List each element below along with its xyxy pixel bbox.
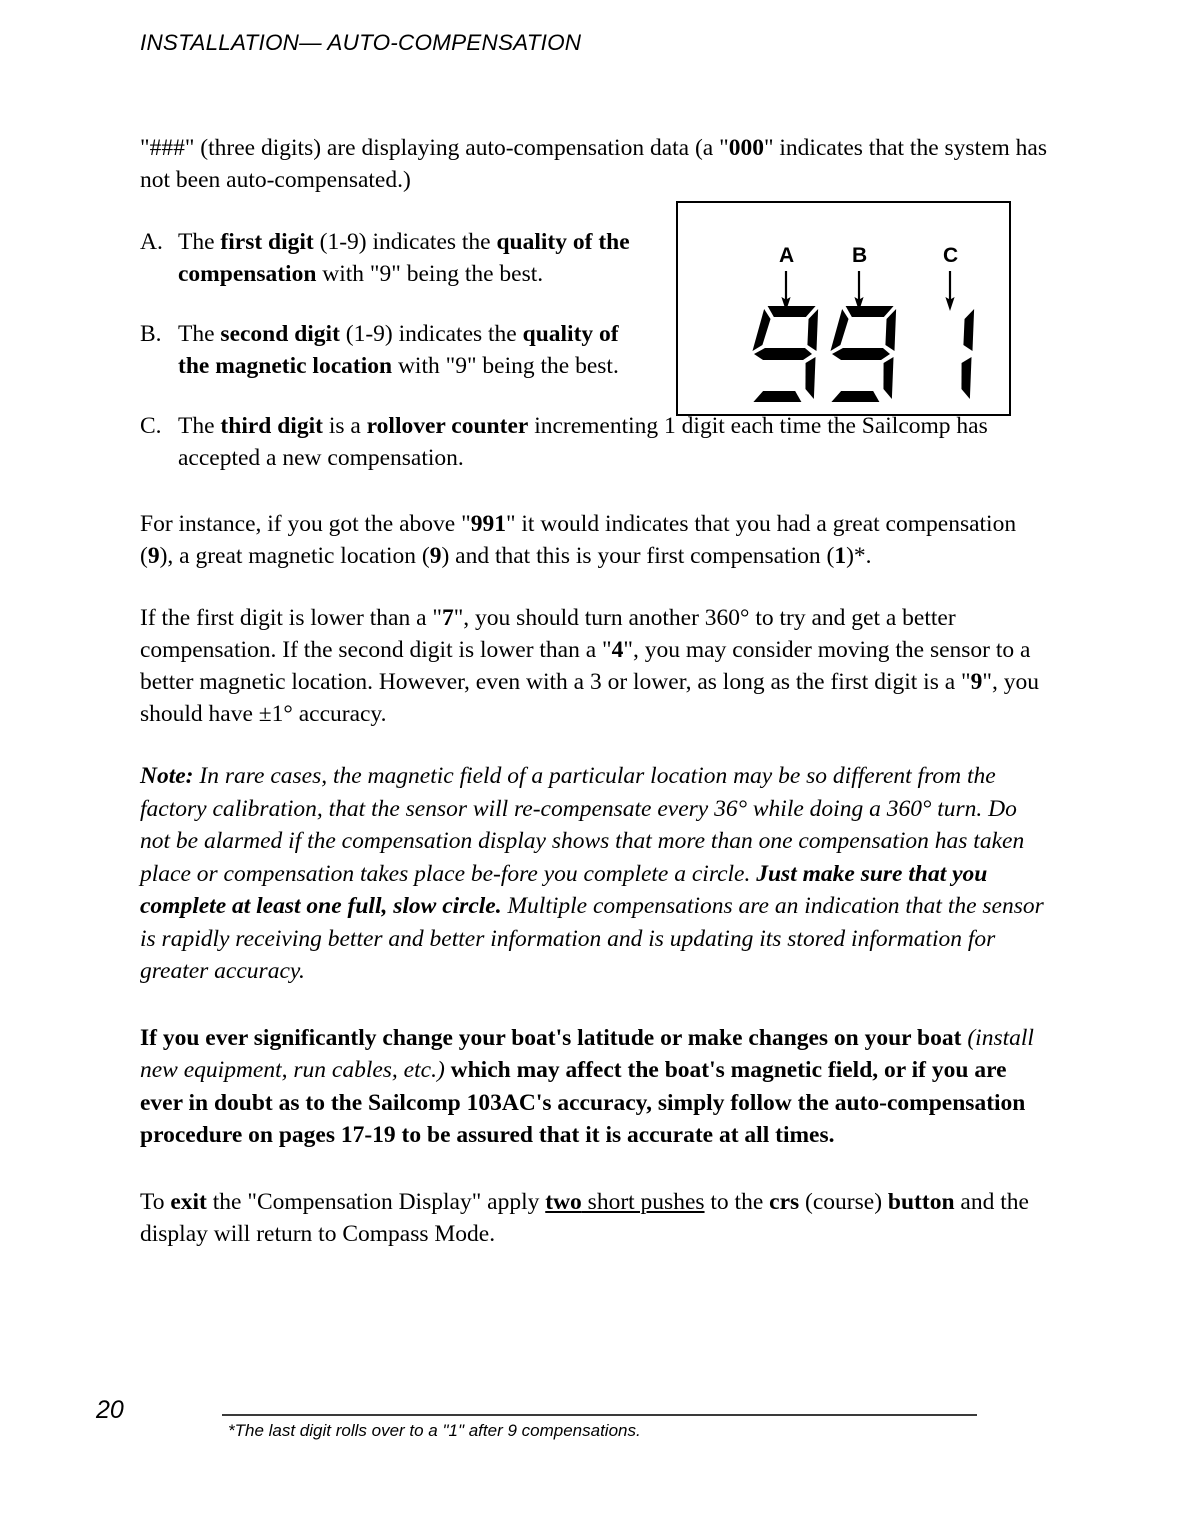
list-item-b	[140, 318, 640, 382]
spacer	[140, 196, 1050, 226]
exit-t2: the "Compensation Display" apply	[206, 1188, 546, 1215]
main-text-column	[140, 132, 1050, 1250]
list-b-t2: (1-9) indicates the	[339, 321, 523, 347]
list-b-t3: with "9" being the best.	[392, 353, 619, 379]
spacer	[140, 572, 1050, 602]
list-marker-b: B.	[140, 321, 162, 347]
figure-label-a: A	[779, 244, 795, 267]
list-b-t1: The	[178, 321, 221, 347]
list-b-b2: quality of the magnetic location	[178, 321, 619, 379]
instance-t2: " it would indicates that you had a great compensation (	[140, 511, 1017, 569]
warning-b1: If you ever significantly change your boat's latitude or make changes on your boat	[140, 1024, 968, 1051]
figure-label-c: C	[943, 244, 959, 267]
spacer	[140, 474, 1050, 508]
digit-rules-paragraph	[140, 602, 1050, 730]
exit-underline-short-pushes: short pushes	[581, 1188, 705, 1215]
list-a-t1: The	[178, 229, 221, 255]
rules-t3: ", you may consider moving the sensor to a better magnetic location. However, even with a 3 or lower, as long as the first digit is a "	[140, 637, 1031, 695]
list-a-b1: first digit	[220, 229, 314, 255]
rules-t4: ", you should have ±1° accuracy.	[140, 669, 1039, 727]
instance-t4: ) and that this is your first compensation (	[441, 543, 835, 569]
spacer	[140, 1152, 1050, 1186]
warning-paragraph	[140, 1022, 1050, 1152]
spacer	[140, 988, 1050, 1022]
instance-b3: 9	[429, 543, 442, 569]
list-text-a	[178, 226, 640, 290]
list-text-c	[178, 410, 1050, 474]
list-item-a	[140, 226, 640, 290]
list-text-b	[178, 318, 640, 382]
list-c-b1: third digit	[220, 413, 323, 439]
note-b1: Just make sure that you complete at least one full, slow circle.	[140, 860, 988, 919]
list-marker-c: C.	[140, 413, 162, 439]
rules-t1: If the first digit is lower than a "	[140, 605, 442, 631]
note-paragraph	[140, 760, 1050, 988]
list-c-t1: The	[178, 413, 221, 439]
exit-t5: and the display will return to Compass Mode.	[140, 1188, 1029, 1247]
instance-t1: For instance, if you got the above "	[140, 511, 471, 537]
exit-b3-button: button	[887, 1188, 955, 1215]
note-label: Note:	[140, 763, 194, 789]
list-c-t2: is a	[322, 413, 367, 439]
exit-bold-underline-two: two	[545, 1188, 582, 1215]
running-head: INSTALLATION— AUTO-COMPENSATION	[140, 30, 582, 55]
exit-b2-crs: crs	[769, 1188, 800, 1215]
intro-paragraph	[140, 132, 1050, 196]
exit-t3: to the	[704, 1188, 770, 1215]
rules-b3: 9	[970, 669, 983, 695]
page-number: 20	[96, 1396, 124, 1424]
list-marker-a: A.	[140, 229, 163, 255]
exit-paragraph	[140, 1186, 1050, 1250]
list-c-t3: incrementing 1 digit each time the Sailcomp has accepted a new compensation.	[178, 413, 988, 471]
instance-paragraph	[140, 508, 1050, 572]
spacer	[140, 290, 1050, 318]
exit-b1: exit	[170, 1188, 207, 1215]
intro-bold-000: 000	[728, 135, 764, 161]
instance-t3: ), a great magnetic location (	[159, 543, 430, 569]
note-t2: Multiple compensations are an indication that the sensor is rapidly receiving better and better information and is updating its stored information for greater accuracy.	[140, 893, 1044, 984]
footnote-text: *The last digit rolls over to a "1" after 9 compensations.	[228, 1421, 641, 1440]
spacer	[140, 730, 1050, 760]
spacer	[140, 382, 1050, 410]
list-a-t3: with "9" being the best.	[316, 261, 544, 287]
intro-text-1: "###" (three digits) are displaying auto-compensation data (a "	[140, 135, 729, 161]
exit-t1: To	[140, 1188, 171, 1215]
instance-t5: )*.	[846, 543, 872, 569]
list-b-b1: second digit	[220, 321, 340, 347]
note-t1: In rare cases, the magnetic field of a particular location may be so different from the factory calibration, that the sensor will re-compensate every 36° while doing a 360° turn. Do not be alarmed if the compensation display shows that more than one compensation has taken place or compensation takes place be-fore you complete a circle.	[140, 763, 1025, 887]
warning-b2: which may affect the boat's magnetic field, or if you are ever in doubt as to the Sailcomp 103AC's accuracy, simply follow the auto-compensation procedure on pages 17-19 to be assured that it is accurate at all times.	[140, 1057, 1026, 1148]
list-a-t2: (1-9) indicates the	[313, 229, 497, 255]
exit-t4: (course)	[799, 1188, 888, 1215]
instance-b2: 9	[147, 543, 160, 569]
rules-b1: 7	[441, 605, 454, 631]
list-item-c	[140, 410, 1050, 474]
warning-i1: (install new equipment, run cables, etc.)	[140, 1024, 1034, 1083]
list-a-b2: quality of the compensation	[178, 229, 630, 287]
intro-text-2: " indicates that the system has not been auto-compensated.)	[140, 135, 1047, 193]
list-c-b2: rollover counter	[366, 413, 529, 439]
rules-t2: ", you should turn another 360° to try and get a better compensation. If the second digit is lower than a "	[140, 605, 956, 663]
rules-b2: 4	[611, 637, 624, 663]
instance-b4: 1	[834, 543, 847, 569]
footnote-divider	[222, 1414, 977, 1416]
figure-label-b: B	[852, 244, 868, 267]
instance-b1: 991	[470, 511, 506, 537]
